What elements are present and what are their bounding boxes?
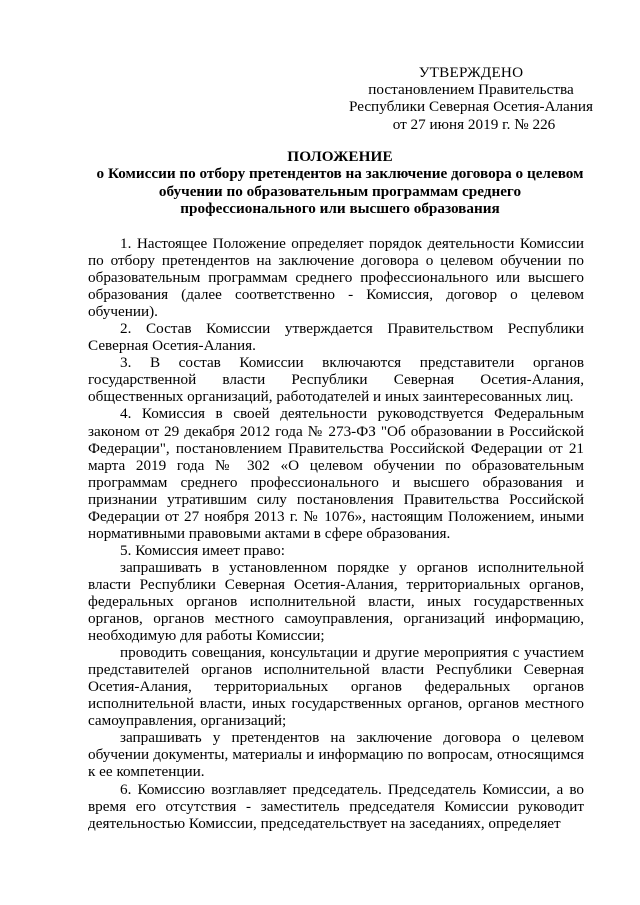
document-body — [88, 235, 584, 832]
document-subtitle-line: обучении по образовательным программам среднего — [158, 182, 522, 200]
approval-line-decree: от 27 июня 2019 г. № 226 — [392, 115, 556, 133]
approval-line-government: постановлением Правительства — [368, 81, 574, 99]
paragraph-4-legal-basis: 4. Комиссия в своей деятельности руководствуется Федеральным законом от 29 декабря 2012 года № 273-ФЗ "Об образовании в Российской Федерации", постановлением Правительства Российской Федерации от 21 марта 2019 года № 302 «О целевом обучении по образовательным программам среднего профессионального и высшего образования и признании утратившим силу постановления Правительства Российской Федерации от 27 ноября 2013 г. № 1076», настоящим Положением, иными нормативными правовыми актами в сфере образования. — [88, 405, 584, 542]
paragraph-6-chairman: 6. Комиссию возглавляет председатель. Председатель Комиссии, а во время его отсутствия - заместитель председателя Комиссии руководит деятельностью Комиссии, председательствует на заседаниях, определяет — [88, 780, 584, 832]
approval-stamp — [316, 64, 626, 133]
document-header — [80, 148, 600, 218]
document-subtitle-line: профессионального или высшего образования — [180, 200, 500, 218]
document-subtitle-line: о Комиссии по отбору претендентов на заключение договора о целевом — [96, 165, 584, 183]
approval-line-republic: Республики Северная Осетия-Алания — [348, 98, 594, 116]
paragraph-5-right-meetings: проводить совещания, консультации и другие мероприятия с участием представителей органов исполнительной власти Республики Северная Осетия-Алания, территориальных органов федеральных органов исполнительной власти, иных государственных органов, органов местного самоуправления, организаций; — [88, 644, 584, 730]
approved-label: УТВЕРЖДЕНО — [418, 64, 524, 81]
paragraph-1-scope: 1. Настоящее Положение определяет порядок деятельности Комиссии по отбору претендентов на заключение договора о целевом обучении по образовательным программам среднего профессионального или высшего образования (далее соответственно - Комиссия, договор о целевом обучении). — [88, 235, 584, 321]
paragraph-5-right-request-info: запрашивать в установленном порядке у органов исполнительной власти Республики Северная Осетия-Алания, территориальных органов, федеральных органов исполнительной власти, иных государственных органов, органов местного самоуправления, организаций информацию, необходимую для работы Комиссии; — [88, 558, 584, 645]
document-title: ПОЛОЖЕНИЕ — [287, 148, 393, 165]
paragraph-2-composition: 2. Состав Комиссии утверждается Правительством Республики Северная Осетия-Алания. — [88, 320, 584, 355]
paragraph-5-rights: 5. Комиссия имеет право: — [120, 541, 285, 559]
paragraph-5-right-request-documents: запрашивать у претендентов на заключение договора о целевом обучении документы, материалы и информацию по вопросам, относящимся к ее компетенции. — [88, 729, 584, 781]
paragraph-3-members: 3. В состав Комиссии включаются представители органов государственной власти Республики Северная Осетия-Алания, общественных организаций, работодателей и иных заинтересованных лиц. — [88, 354, 584, 406]
